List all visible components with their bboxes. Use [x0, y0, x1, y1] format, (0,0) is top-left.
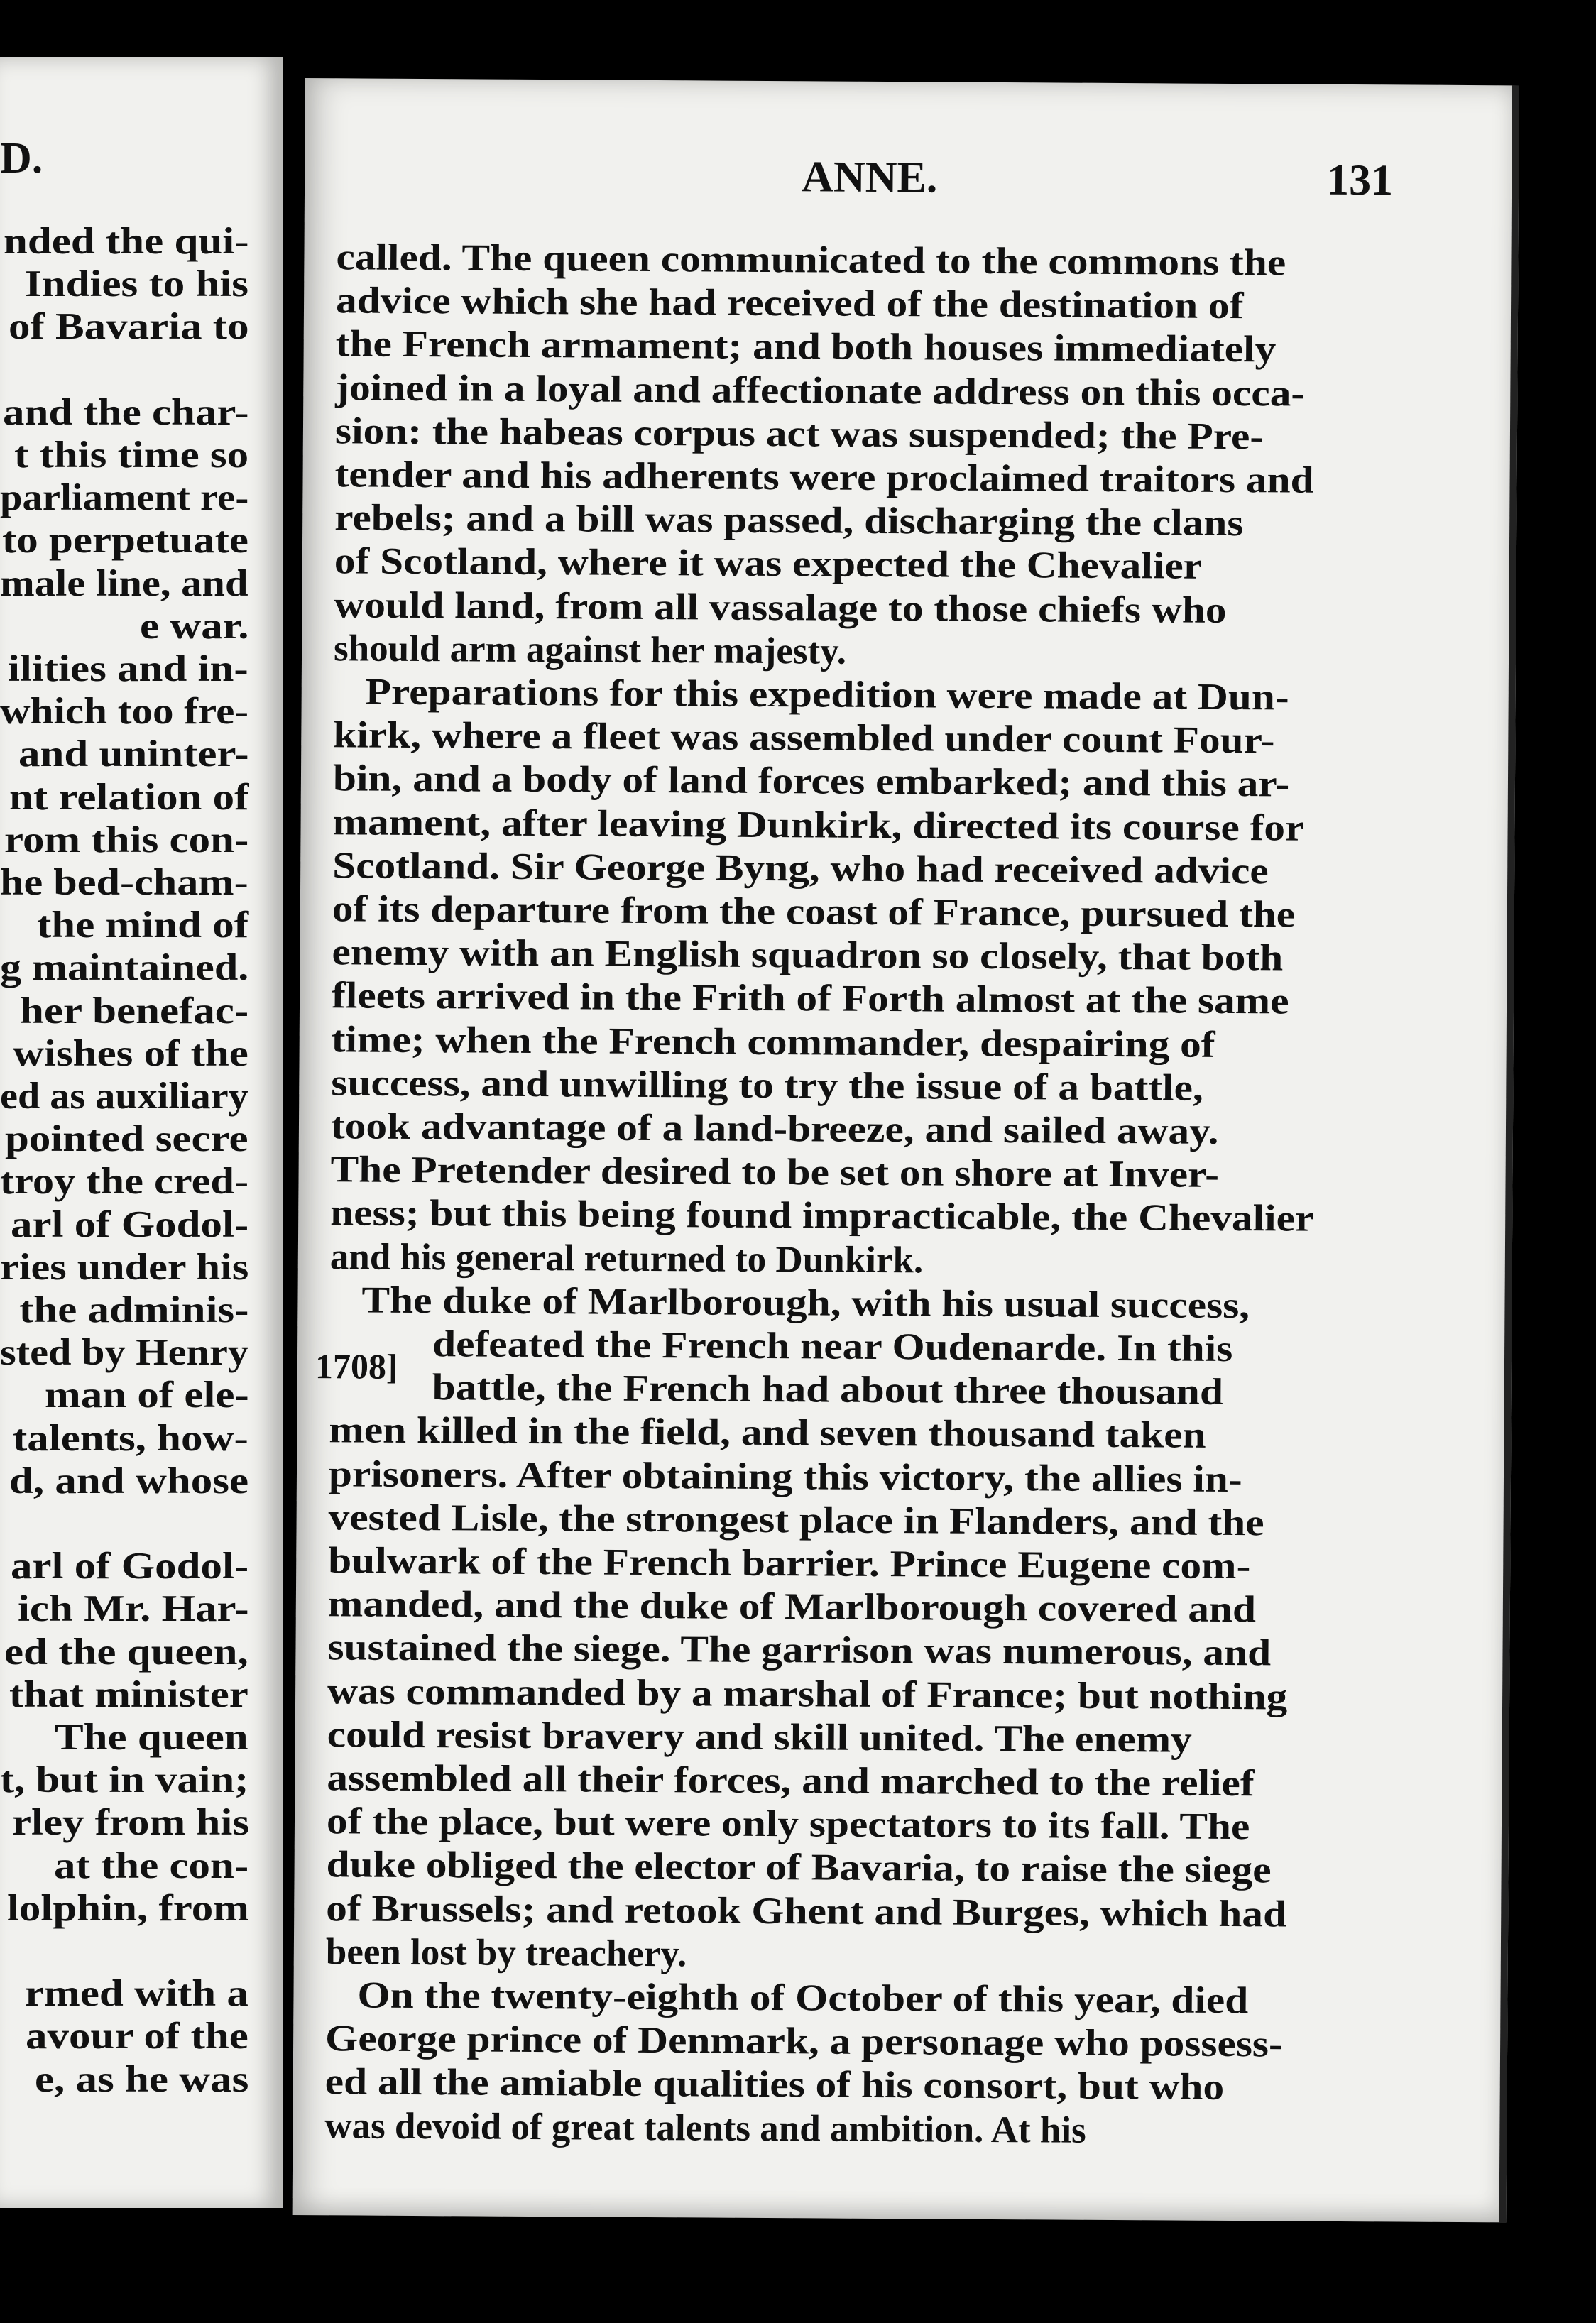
text-line: and his general returned to Dunkirk. [329, 1235, 924, 1281]
text-line: took advantage of a land-breeze, and sailed away. [330, 1105, 1219, 1152]
text-line: assembled all their forces, and marched to the relief [327, 1757, 1255, 1805]
text-line: ed the queen, [4, 1631, 248, 1673]
text-line: ed as auxiliary [0, 1076, 248, 1117]
text-line: man of ele- [44, 1374, 249, 1416]
text-line: of Scotland, where it was expected the Chevalier [334, 540, 1203, 588]
text-line: advice which she had received of the destination of [335, 280, 1244, 327]
text-line: should arm against her majesty. [333, 628, 847, 672]
text-line: ilities and in- [7, 648, 248, 689]
text-line: battle, the French had about three thousand [432, 1367, 1224, 1414]
text-line: Indies to his [24, 263, 248, 305]
text-line: he bed-cham- [0, 862, 248, 903]
text-line: which too fre- [0, 691, 249, 733]
text-line: enemy with an English squadron so closely, that both [332, 931, 1284, 979]
text-line: troy the cred- [0, 1161, 249, 1203]
text-line: would land, from all vassalage to those chiefs who [334, 584, 1227, 631]
right-page [293, 78, 1519, 2222]
text-line: arl of Godol- [11, 1546, 249, 1587]
text-line: rmed with a [24, 1973, 248, 2015]
text-line: rley from his [11, 1802, 249, 1844]
text-line: at the con- [54, 1844, 249, 1886]
text-line: nt relation of [9, 776, 249, 818]
text-line: sted by Henry [0, 1332, 248, 1374]
text-line: of Brussels; and retook Ghent and Burges, which had [326, 1887, 1287, 1935]
text-line: fleets arrived in the Frith of Forth almost at the same [331, 975, 1289, 1022]
text-line: success, and unwilling to try the issue of a battle, [331, 1062, 1203, 1109]
text-line: and the char- [2, 391, 249, 433]
page-number: 131 [1326, 155, 1394, 205]
left-running-head: D. [0, 134, 43, 182]
text-line: rebels; and a bill was passed, discharging the clans [334, 497, 1244, 545]
text-line: the mind of [37, 904, 249, 946]
text-line: nded the qui- [4, 221, 249, 262]
text-line: kirk, where a fleet was assembled under count Four- [333, 714, 1275, 762]
text-line: the French armament; and both houses immediately [335, 323, 1277, 371]
text-line: the adminis- [18, 1289, 249, 1330]
margin-date: 1708] [315, 1346, 398, 1387]
text-line: of Bavaria to [8, 306, 249, 348]
text-line: sustained the siege. The garrison was numerous, and [327, 1627, 1272, 1674]
text-line: pointed secre [5, 1118, 248, 1160]
text-line: George prince of Denmark, a personage who possess- [324, 2018, 1283, 2065]
text-line: e, as he was [34, 2058, 249, 2100]
text-line: of its departure from the coast of France, pursued the [332, 888, 1296, 936]
text-line: d, and whose [9, 1460, 249, 1502]
text-line: The queen [55, 1717, 249, 1758]
text-line: Scotland. Sir George Byng, who had received advice [332, 845, 1269, 892]
text-line: her benefac- [20, 990, 249, 1032]
text-line: time; when the French commander, despairing of [331, 1018, 1215, 1066]
text-line: ed all the amiable qualities of his consort, but who [324, 2061, 1225, 2109]
text-line: Preparations for this expedition were made at Dun- [365, 671, 1289, 718]
left-page [0, 57, 283, 2208]
text-line: t this time so [13, 434, 249, 476]
text-line: prisoners. After obtaining this victory, the allies in- [328, 1453, 1242, 1500]
text-line: bulwark of the French barrier. Prince Eugene com- [328, 1540, 1251, 1587]
text-line: defeated the French near Oudenarde. In this [432, 1323, 1233, 1370]
running-head: ANNE. [801, 153, 938, 202]
text-line: called. The queen communicated to the commons the [336, 236, 1286, 284]
text-line: manded, and the duke of Marlborough covered and [327, 1583, 1257, 1631]
text-line: duke obliged the elector of Bavaria, to raise the siege [326, 1844, 1272, 1891]
text-line: avour of the [26, 2016, 248, 2057]
text-line: vested Lisle, the strongest place in Flanders, and the [328, 1497, 1264, 1544]
text-line: wishes of the [12, 1032, 248, 1074]
text-line: was commanded by a marshal of France; but nothing [327, 1670, 1288, 1718]
text-line: ries under his [0, 1246, 249, 1288]
text-line: men killed in the field, and seven thousand taken [329, 1409, 1206, 1457]
text-line: e war. [140, 605, 249, 647]
text-line: bin, and a body of land forces embarked; and this ar- [332, 758, 1290, 805]
text-line: male line, and [0, 562, 248, 604]
text-line: rom this con- [4, 819, 249, 860]
text-line: talents, how- [12, 1417, 248, 1459]
text-line: g maintained. [0, 947, 249, 989]
text-line: joined in a loyal and affectionate address on this occa- [335, 366, 1306, 415]
text-line: sion: the habeas corpus act was suspended; the Pre- [334, 410, 1264, 458]
text-line: to perpetuate [1, 520, 248, 562]
text-line: parliament re- [0, 477, 249, 519]
text-line: that minister [9, 1673, 248, 1715]
text-line: mament, after leaving Dunkirk, directed its course for [332, 801, 1304, 849]
text-line: and uninter- [18, 733, 249, 775]
text-line: The duke of Marlborough, with his usual success, [361, 1279, 1250, 1326]
text-line: ness; but this being found impracticable, the Chevalier [330, 1192, 1314, 1240]
text-line: On the twenty-eighth of October of this year, died [357, 1974, 1249, 2022]
text-line: lolphin, from [6, 1887, 249, 1929]
text-line: arl of Godol- [11, 1203, 249, 1245]
text-line: been lost by treachery. [325, 1931, 687, 1975]
text-line: of the place, but were only spectators to its fall. The [326, 1800, 1250, 1848]
text-line: t, but in vain; [0, 1759, 249, 1801]
text-line: The Pretender desired to be set on shore at Inver- [330, 1149, 1220, 1196]
text-line: ich Mr. Har- [17, 1588, 249, 1630]
text-line: was devoid of great talents and ambition. At his [324, 2104, 1086, 2151]
text-line: could resist bravery and skill united. The enemy [327, 1714, 1193, 1761]
text-line: tender and his adherents were proclaimed traitors and [334, 454, 1314, 501]
